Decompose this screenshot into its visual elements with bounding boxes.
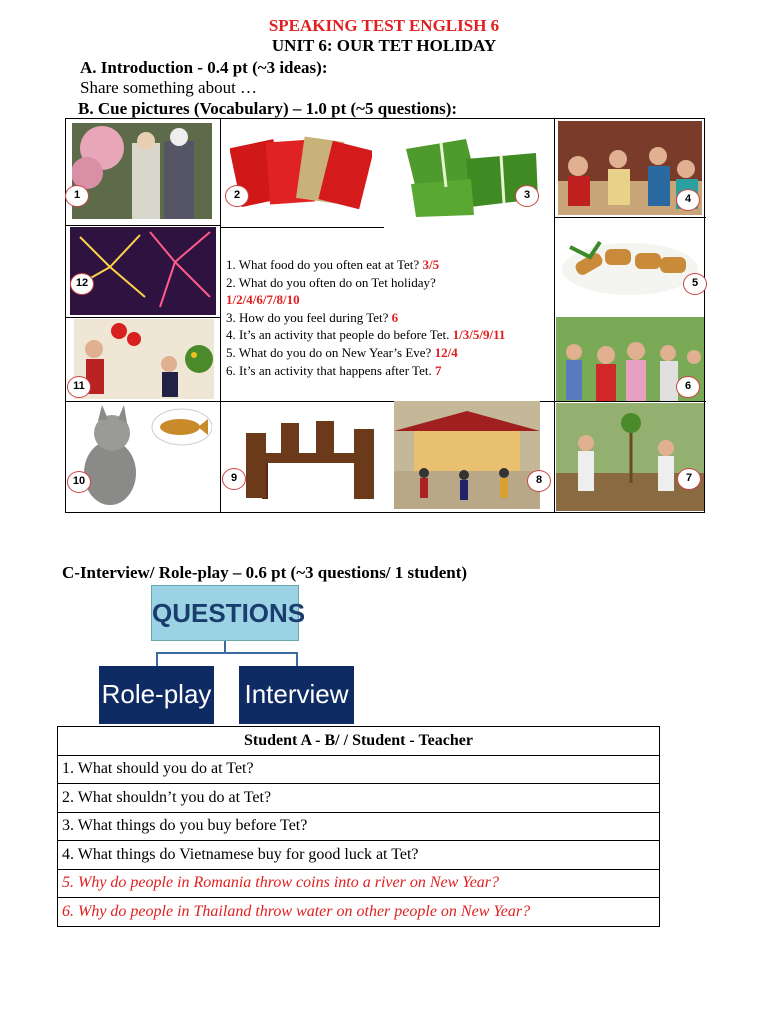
diagram-connector — [296, 652, 298, 666]
questions-diagram-root: QUESTIONS — [151, 585, 299, 641]
answer-key: 3/5 — [422, 257, 440, 272]
test-title: SPEAKING TEST ENGLISH 6 — [268, 16, 500, 35]
cue-question: 6. It’s an activity that happens after Tet. 7 — [226, 362, 442, 378]
picture-number-badge: 6 — [676, 376, 700, 398]
picture-number-badge: 5 — [683, 273, 707, 295]
unit-title: UNIT 6: OUR TET HOLIDAY — [271, 36, 497, 55]
picture-11-decorating-house — [74, 319, 214, 399]
picture-8-pagoda-visit — [394, 401, 540, 509]
table-row: 2. What shouldn’t you do at Tet? — [58, 784, 660, 813]
table-header: Student A - B/ / Student - Teacher — [58, 727, 660, 756]
picture-number-badge: 10 — [67, 471, 91, 493]
cue-question: 3. How do you feel during Tet? 6 — [226, 309, 399, 325]
table-row: 1. What should you do at Tet? — [58, 755, 660, 784]
cue-question: 4. It’s an activity that people do before Tet. 1/3/5/9/11 — [226, 327, 506, 343]
diagram-connector — [156, 652, 298, 654]
picture-number-badge: 4 — [676, 189, 700, 211]
picture-number-badge: 9 — [222, 468, 246, 490]
table-row: 3. What things do you buy before Tet? — [58, 812, 660, 841]
section-a-heading: A. Introduction - 0.4 pt (~3 ideas): — [80, 58, 328, 77]
picture-2-lucky-money — [230, 133, 372, 213]
cue-questions-list — [226, 256, 554, 379]
picture-number-badge: 11 — [67, 376, 91, 398]
answer-key: 1/2/4/6/7/8/10 — [226, 292, 300, 308]
answer-key: 7 — [434, 362, 442, 378]
picture-number-badge: 2 — [225, 185, 249, 207]
picture-number-badge: 3 — [515, 185, 539, 207]
role-play-box: Role-play — [99, 666, 214, 724]
cue-question: 5. What do you do on New Year’s Eve? 12/4 — [226, 344, 458, 360]
table-row: 4. What things do Vietnamese buy for good luck at Tet? — [58, 841, 660, 870]
answer-key: 6 — [391, 309, 399, 325]
picture-12-fireworks — [70, 227, 216, 315]
picture-1-elders-blossom — [72, 123, 212, 219]
picture-number-badge: 1 — [65, 185, 89, 207]
picture-10-cat-and-carp — [80, 403, 212, 509]
picture-number-badge: 12 — [70, 273, 94, 295]
table-row: 5. Why do people in Romania throw coins into a river on New Year? — [58, 869, 660, 898]
diagram-connector — [156, 652, 158, 666]
picture-5-spring-rolls — [560, 227, 700, 297]
picture-number-badge: 8 — [527, 470, 551, 492]
picture-9-dining-table — [236, 413, 386, 505]
interview-box: Interview — [239, 666, 354, 724]
interview-questions-table — [57, 726, 660, 927]
picture-7-tree-planting — [556, 403, 704, 511]
answer-key: 12/4 — [434, 344, 458, 360]
cue-question: 2. What do you often do on Tet holiday? 1/2/4/6/7/8/10 — [226, 274, 436, 308]
cue-question: 1. What food do you often eat at Tet? 3/5 — [226, 257, 440, 272]
table-row: 6. Why do people in Thailand throw water on other people on New Year? — [58, 898, 660, 927]
section-b-heading: B. Cue pictures (Vocabulary) – 1.0 pt (~5 questions): — [78, 99, 458, 118]
cue-pictures-grid — [65, 118, 705, 513]
section-a-prompt: Share something about … — [80, 78, 258, 97]
answer-key: 1/3/5/9/11 — [452, 327, 506, 343]
section-c-heading: C-Interview/ Role-play – 0.6 pt (~3 questions/ 1 student) — [62, 563, 468, 582]
picture-number-badge: 7 — [677, 468, 701, 490]
